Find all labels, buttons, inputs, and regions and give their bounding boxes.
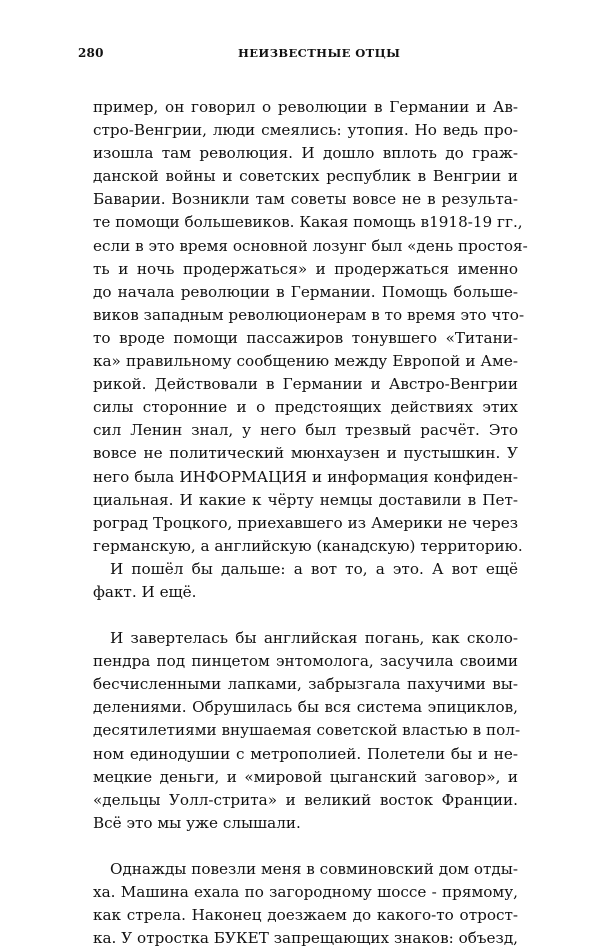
text-line: факт. И ещё. (93, 582, 197, 601)
text-line: ть и ночь продержаться» и продержаться именно (93, 259, 518, 278)
text-line: то вроде помощи пассажиров тонувшего «Титани- (93, 328, 518, 347)
text-line: те помощи большевиков. Какая помощь в1918-19 гг., (93, 213, 523, 232)
paragraph-4 (93, 858, 518, 950)
paragraph-gap (93, 835, 518, 858)
text-line: силы сторонние и о предстоящих действиях этих (93, 398, 518, 417)
text-line: Однажды повезли меня в совминовский дом отды- (110, 859, 518, 878)
text-line: германскую, а английскую (канадскую) территорию. (93, 536, 523, 555)
text-line: данской войны и советских республик в Венгрии и (93, 167, 518, 186)
text-line: десятилетиями внушаемая советской властью в пол- (93, 721, 521, 740)
text-line: циальная. И какие к чёрту немцы доставили в Пет- (93, 490, 518, 509)
paragraph-gap (93, 604, 518, 627)
text-line: рикой. Действовали в Германии и Австро-Венгрии (93, 375, 518, 394)
text-line: Всё это мы уже слышали. (93, 813, 301, 832)
text-line: «дельцы Уолл-стрита» и великий восток Франции. (93, 790, 518, 809)
text-line: ка. У отростка БУКЕТ запрещающих знаков: объезд, (93, 929, 518, 948)
text-line: виков западным революционерам в то время это что- (93, 305, 525, 324)
text-line: И завертелась бы английская погань, как сколо- (110, 629, 518, 648)
text-line: ха. Машина ехала по загородному шоссе - прямому, (93, 883, 518, 901)
body-text (93, 96, 528, 950)
paragraph-1 (93, 96, 528, 558)
paragraph-3 (93, 627, 521, 835)
text-line: как стрела. Наконец доезжаем до какого-то отрост- (93, 906, 518, 925)
text-line: сил Ленин знал, у него был трезвый расчёт. Это (93, 421, 518, 440)
text-line: пример, он говорил о революции в Германии и Ав- (93, 98, 518, 116)
text-line: бесчисленными лапками, забрызгала пахучими вы- (93, 675, 518, 694)
text-line: если в это время основной лозунг был «день простоя- (93, 236, 528, 255)
text-line: стро-Венгрии, люди смеялись: утопия. Но ведь про- (93, 121, 518, 140)
page-number: 280 (78, 46, 104, 60)
text-line: ном единодушии с метрополией. Полетели бы и не- (93, 744, 518, 763)
text-line: ка» правильному сообщению между Европой и Аме- (93, 352, 518, 371)
text-line: вовсе не политический мюнхаузен и пустышкин. У (93, 444, 518, 463)
text-line: него была ИНФОРМАЦИЯ и информация конфиден- (93, 467, 518, 486)
text-line: до начала революции в Германии. Помощь больше- (93, 282, 518, 301)
page-header (78, 46, 518, 66)
running-title: НЕИЗВЕСТНЫЕ ОТЦЫ (238, 46, 401, 60)
text-line: Баварии. Возникли там советы вовсе не в результа- (93, 190, 518, 209)
text-line: И пошёл бы дальше: а вот то, а это. А вот ещё (110, 559, 518, 578)
text-line: изошла там революция. И дошло вплоть до граж- (93, 144, 518, 163)
text-line: роград Троцкого, приехавшего из Америки не через (93, 513, 518, 532)
paragraph-2 (93, 558, 518, 604)
text-line: мецкие деньги, и «мировой цыганский заговор», и (93, 767, 518, 786)
text-line: пендра под пинцетом энтомолога, засучила своими (93, 652, 518, 671)
text-line: делениями. Обрушилась бы вся система эпициклов, (93, 698, 518, 717)
